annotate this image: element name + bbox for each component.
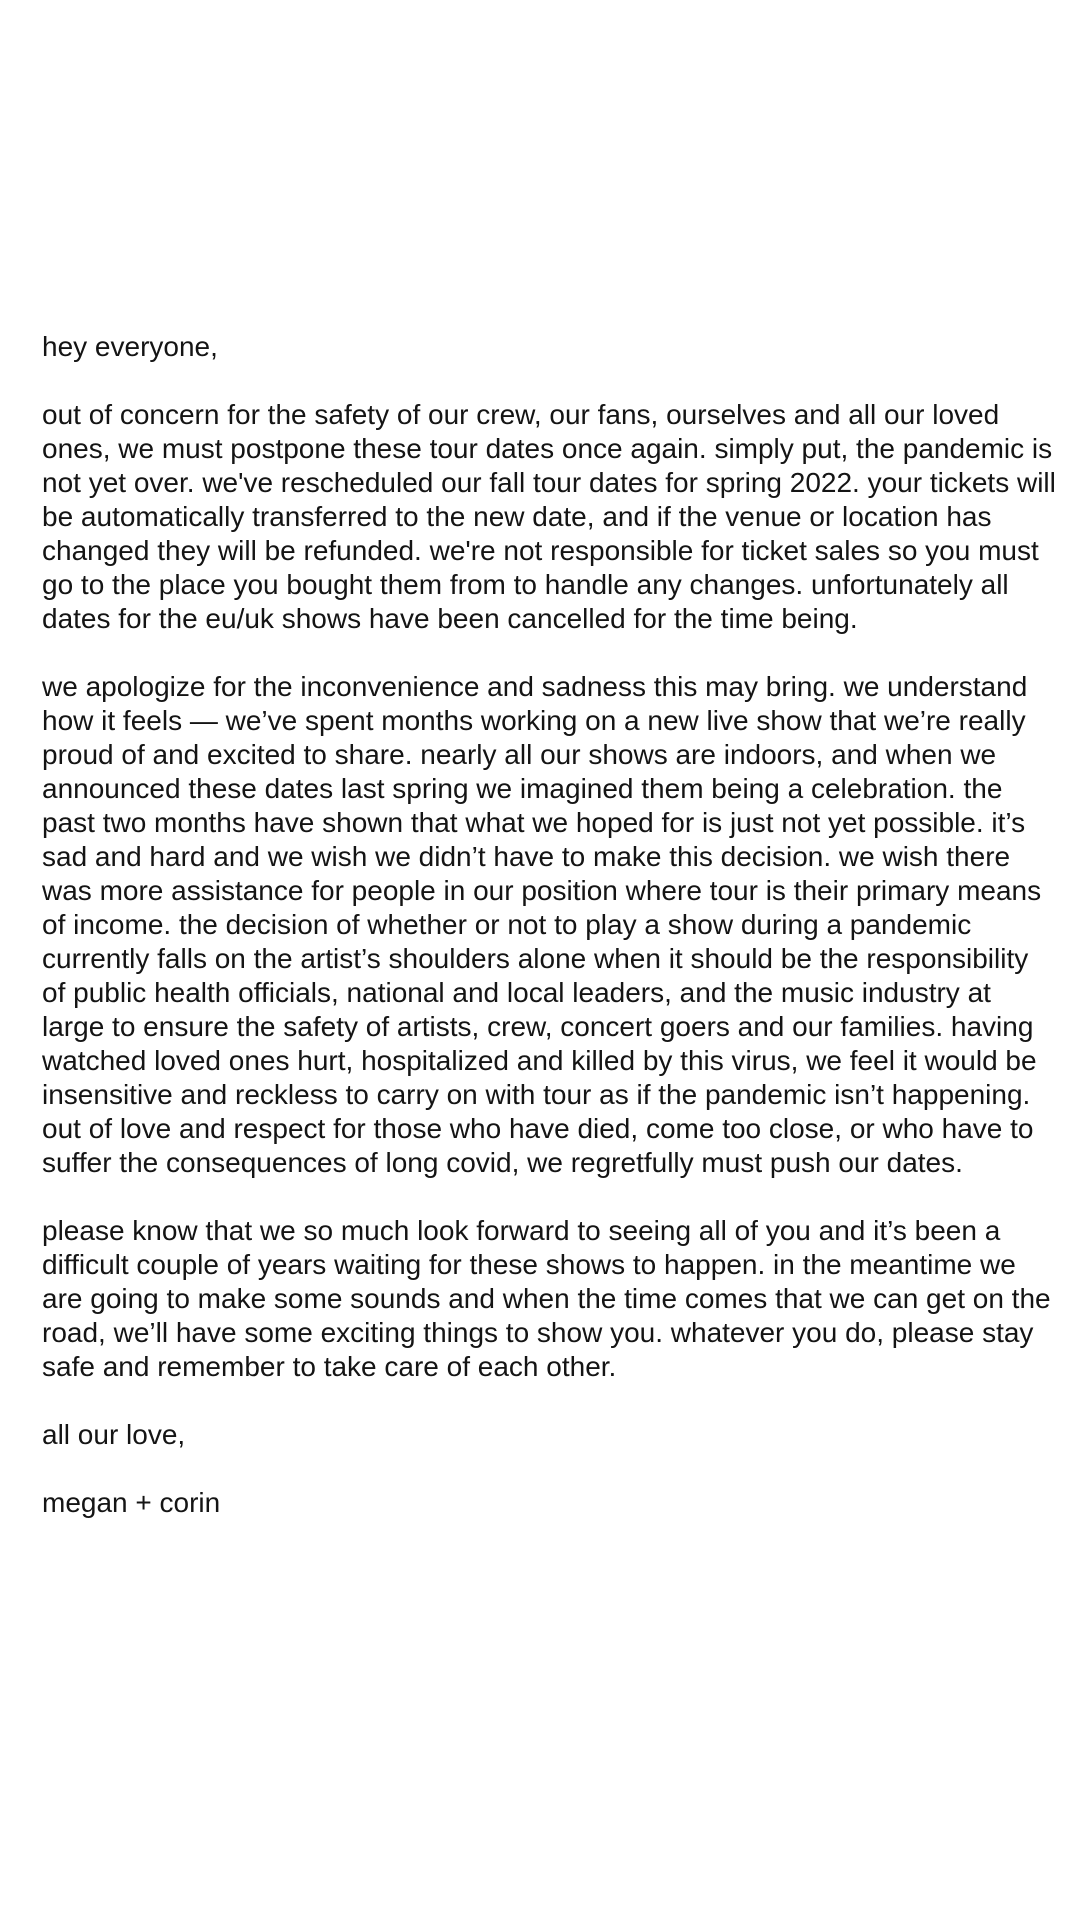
closing: all our love, <box>42 1419 186 1450</box>
greeting: hey everyone, <box>42 331 218 362</box>
paragraph-looking-forward: please know that we so much look forward to seeing all of you and it’s been a difficult couple of years waiting for these shows to happen. in the meantime we are going to make some sounds and when the time comes that we can get on the road, we’ll have some exciting things to show you. whatever you do, please stay safe and remember to take care of each other. <box>42 1215 1051 1382</box>
paragraph-postponement: out of concern for the safety of our crew, our fans, ourselves and all our loved ones, we must postpone these tour dates once again. simply put, the pandemic is not yet over. we've rescheduled our fall tour dates for spring 2022. your tickets will be automatically transferred to the new date, and if the venue or location has changed they will be refunded. we're not responsible for ticket sales so you must go to the place you bought them from to handle any changes. unfortunately all dates for the eu/uk shows have been cancelled for the time being. <box>42 399 1056 634</box>
paragraph-apology: we apologize for the inconvenience and sadness this may bring. we understand how it feels — we’ve spent months working on a new live show that we’re really proud of and excited to share. nearly all our shows are indoors, and when we announced these dates last spring we imagined them being a celebration. the past two months have shown that what we hoped for is just not yet possible. it’s sad and hard and we wish we didn’t have to make this decision. we wish there was more assistance for people in our position where tour is their primary means of income. the decision of whether or not to play a show during a pandemic currently falls on the artist’s shoulders alone when it should be the responsibility of public health officials, national and local leaders, and the music industry at large to ensure the safety of artists, crew, concert goers and our families. having watched loved ones hurt, hospitalized and killed by this virus, we feel it would be insensitive and reckless to carry on with tour as if the pandemic isn’t happening. out of love and respect for those who have died, come too close, or who have to suffer the consequences of long covid, we regretfully must push our dates. <box>42 671 1042 1178</box>
signature: megan + corin <box>42 1487 221 1518</box>
letter-body <box>42 330 1057 1520</box>
